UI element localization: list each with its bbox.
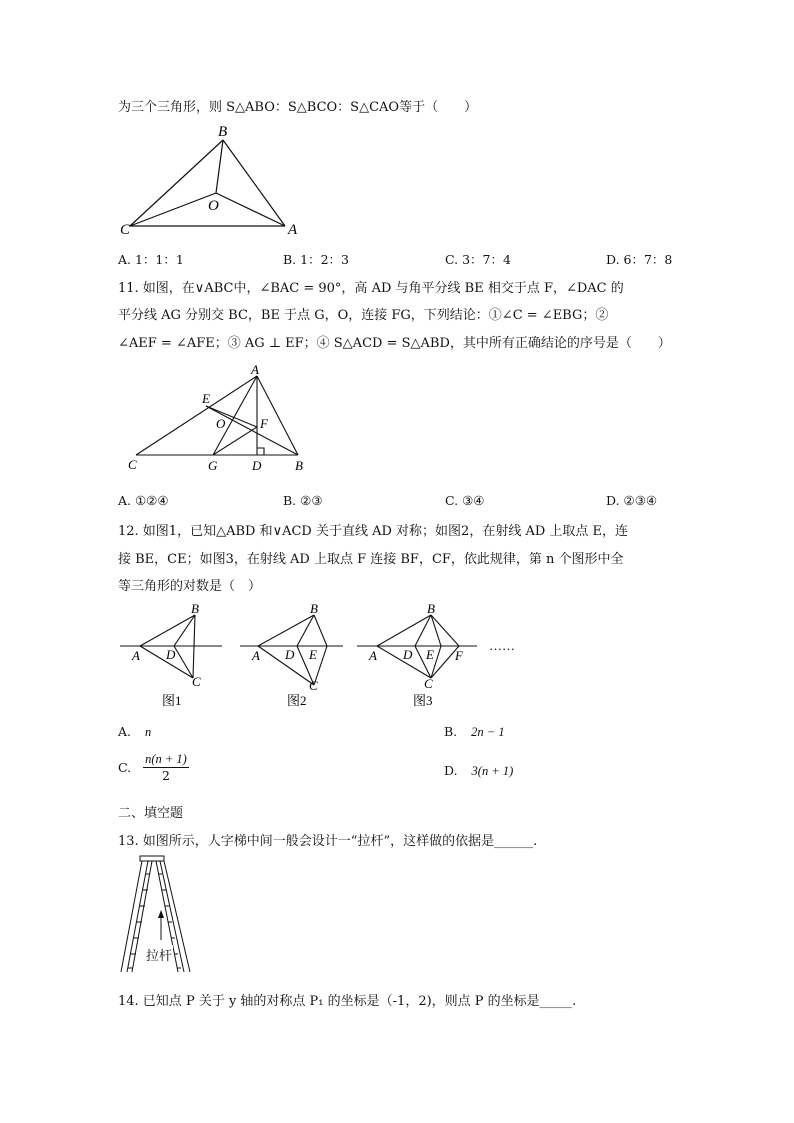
q12-f2-d: D — [285, 647, 295, 662]
q10-intro: 为三个三角形，则 S△ABO：S△BCO：S△CAO等于（ ） — [118, 100, 478, 115]
q11-label-f: F — [260, 416, 268, 431]
q14-text: 14. 已知点 P 关于 y 轴的对称点 P₁ 的坐标是（-1，2)，则点 P 的坐标是_____. — [118, 994, 577, 1009]
q12-option-a-value: n — [145, 725, 152, 739]
q13-text: 13. 如图所示，人字梯中间一般会设计一“拉杆”，这样做的依据是______. — [118, 834, 538, 849]
q11-option-d[interactable]: D. ②③④ — [606, 493, 658, 508]
q11-option-a[interactable]: A. ①②④ — [118, 493, 169, 508]
q11-label-o: O — [216, 416, 226, 431]
q12-option-a[interactable] — [118, 724, 151, 740]
q12-option-b-letter: B. — [444, 724, 458, 739]
q11-line2: 平分线 AG 分别交 BC，BE 于点 G，O，连接 FG，下列结论：①∠C = ∠EBG；② — [118, 308, 609, 323]
q11-option-c[interactable]: C. ③④ — [445, 493, 485, 508]
q12-line3: 等三角形的对数是（ ） — [118, 579, 262, 594]
q10-label-o: O — [208, 198, 219, 214]
q11-option-b[interactable]: B. ②③ — [283, 493, 323, 508]
q12-f2-b: B — [310, 601, 318, 616]
section-title: 二、填空题 — [118, 806, 184, 821]
q12-f1-b: B — [191, 601, 199, 616]
q12-f2-a: A — [252, 648, 260, 663]
ladder-label: 拉杆 — [145, 945, 173, 964]
q12-option-d-letter: D. — [444, 763, 458, 778]
q12-option-c-numerator: n(n + 1) — [145, 752, 187, 766]
q12-f3-c: C — [424, 676, 433, 691]
q12-option-b[interactable] — [444, 724, 505, 740]
q11-line1: 11. 如图，在∨ABC中，∠BAC = 90°，高 AD 与角平分线 BE 相交于点 F，∠DAC 的 — [118, 281, 624, 296]
q12-f3-b: B — [427, 601, 435, 616]
q10-option-b[interactable]: B. 1：2：3 — [283, 252, 349, 267]
q12-f3-f: F — [455, 648, 463, 663]
q12-f1-a: A — [132, 648, 140, 663]
q12-f3-e: E — [426, 647, 434, 662]
q12-f1-d: D — [166, 647, 176, 662]
q12-option-c-denominator: 2 — [161, 768, 170, 783]
q10-option-d[interactable]: D. 6：7：8 — [606, 252, 673, 267]
q11-label-c: C — [128, 457, 137, 472]
q10-figure — [110, 118, 310, 243]
q12-option-c-fraction — [143, 752, 189, 783]
q12-fig1-caption: 图1 — [162, 693, 182, 708]
q12-line1: 12. 如图1，已知△ABD 和∨ACD 关于直线 AD 对称；如图2，在射线 AD 上取点 E，连 — [118, 524, 629, 539]
q11-label-g: G — [208, 458, 218, 473]
q12-option-d[interactable] — [444, 763, 513, 779]
q12-option-c-letter: C. — [118, 760, 132, 775]
q12-f3-d: D — [403, 647, 413, 662]
q10-option-c[interactable]: C. 3：7：4 — [445, 252, 511, 267]
q12-option-d-value: 3(n + 1) — [471, 764, 514, 778]
q12-f2-e: E — [309, 647, 317, 662]
q12-line2: 接 BE，CE；如图3，在射线 AD 上取点 F 连接 BF，CF，依此规律，第 n 个图形中全 — [118, 552, 624, 567]
q12-ellipsis: …… — [489, 638, 515, 653]
q12-fig3-caption: 图3 — [413, 693, 433, 708]
q12-f3-a: A — [369, 648, 377, 663]
q12-option-b-value: 2n − 1 — [471, 725, 505, 739]
q12-figures — [115, 598, 545, 716]
q10-option-a[interactable]: A. 1：1：1 — [118, 252, 184, 267]
q11-label-a: A — [251, 362, 259, 377]
q11-line3: ∠AEF = ∠AFE；③ AG ⊥ EF；④ S△ACD = S△ABD，其中所有正确结论的序号是（ ） — [118, 336, 671, 351]
q10-label-c: C — [120, 222, 131, 238]
q10-label-b: B — [218, 124, 228, 140]
q11-figure — [120, 362, 320, 477]
q11-label-d: D — [252, 458, 262, 473]
q11-label-b: B — [295, 458, 303, 473]
q12-option-c[interactable] — [118, 752, 189, 783]
q12-fig2-caption: 图2 — [287, 693, 307, 708]
q11-label-e: E — [202, 391, 210, 406]
q12-option-a-letter: A. — [118, 724, 132, 739]
q10-label-a: A — [288, 222, 298, 238]
q12-f2-c: C — [309, 678, 318, 693]
q12-f1-c: C — [192, 674, 201, 689]
